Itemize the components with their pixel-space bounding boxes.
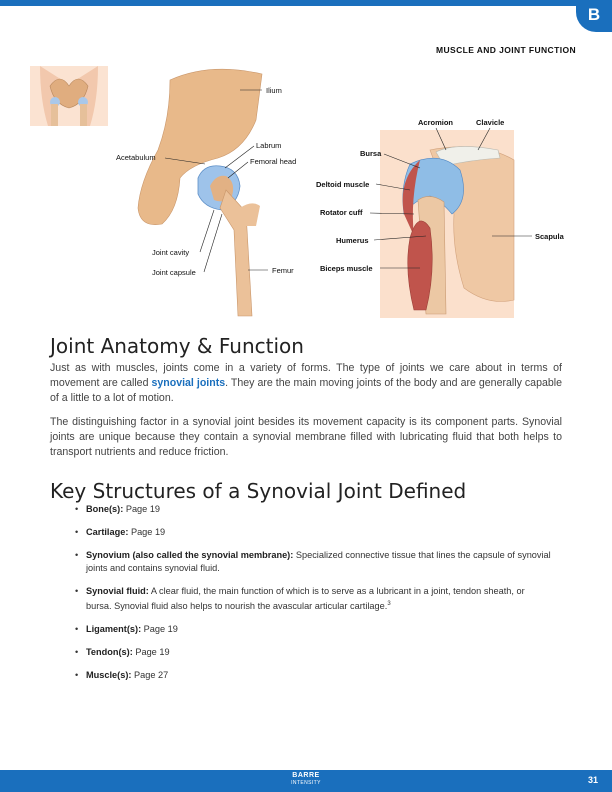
footnote-ref: 3 <box>387 601 391 607</box>
synovial-joints-link[interactable]: synovial joints <box>151 377 226 389</box>
list-item <box>72 669 552 682</box>
term-tendons: Tendon(s): <box>86 647 133 658</box>
list-item <box>72 503 552 516</box>
desc-synovial-fluid: A clear fluid, the main function of which is to serve as a lubricant in a joint, tendon sheath, or bursa. Synovial fluid also helps to nourish the avascular articular cartilage. <box>86 586 525 612</box>
list-item <box>72 526 552 539</box>
list-item <box>72 585 552 613</box>
barre-intensity-logo <box>280 772 332 787</box>
brand-corner-logo: B <box>576 0 612 32</box>
desc-bones: Page 19 <box>123 504 161 514</box>
label-acetabulum: Acetabulum <box>116 153 156 162</box>
page-number: 31 <box>587 775 598 785</box>
label-biceps: Biceps muscle <box>320 264 373 273</box>
term-ligaments: Ligament(s): <box>86 624 142 635</box>
section-header: MUSCLE AND JOINT FUNCTION <box>435 45 576 55</box>
paragraph-text: . They are the main moving joints of the body and are generally capable of a little to a lot of motion. <box>50 377 562 404</box>
term-bones: Bone(s): <box>86 504 124 514</box>
list-item <box>72 646 552 659</box>
label-clavicle: Clavicle <box>476 118 505 127</box>
label-femoral-head: Femoral head <box>250 157 297 166</box>
label-deltoid: Deltoid muscle <box>316 180 370 189</box>
label-humerus: Humerus <box>336 236 369 245</box>
paragraph-distinguishing-factor: The distinguishing factor in a synovial joint besides its movement capacity is its component parts. Synovial joints are unique because they contain a synovial membrane filled with lubricating fluid that both helps to transport nutrients and reduce friction. <box>50 416 562 458</box>
label-joint-cavity: Joint cavity <box>152 248 190 257</box>
anatomy-figure <box>0 0 612 330</box>
pelvis-thumbnail <box>30 66 108 126</box>
section-title-key-structures: Key Structures of a Synovial Joint Defined <box>50 479 467 503</box>
label-labrum: Labrum <box>256 141 282 150</box>
paragraph-text: Just as with muscles, joints come in a variety of forms. The type of joints we care about in terms of movement are called <box>50 362 562 389</box>
label-scapula: Scapula <box>535 232 564 241</box>
label-bursa: Bursa <box>360 149 382 158</box>
footer-bar <box>0 770 612 792</box>
desc-ligaments: Page 19 <box>141 624 178 635</box>
logo-line-1: BARRE <box>292 772 320 779</box>
logo-line-2: INTENSITY <box>291 780 321 786</box>
term-synovium: Synovium (also called the synovial membrane): <box>86 550 294 560</box>
label-joint-capsule: Joint capsule <box>152 268 196 277</box>
hip-joint-illustration <box>138 69 262 316</box>
list-item <box>72 623 552 636</box>
shoulder-joint-illustration <box>380 130 514 318</box>
label-rotator-cuff: Rotator cuff <box>320 208 363 217</box>
term-synovial-fluid: Synovial fluid: <box>86 586 149 596</box>
term-cartilage: Cartilage: <box>86 527 129 537</box>
paragraph-synovial-intro <box>50 361 562 406</box>
list-item <box>72 549 552 575</box>
desc-synovium: Specialized connective tissue that lines the capsule of synovial joints and contains synovial fluid. <box>86 550 551 573</box>
desc-muscles: Page 27 <box>131 670 169 681</box>
label-acromion: Acromion <box>418 118 454 127</box>
desc-tendons: Page 19 <box>132 647 170 658</box>
label-ilium: Ilium <box>266 86 282 95</box>
label-femur: Femur <box>272 266 294 275</box>
key-structures-list <box>72 503 552 692</box>
desc-cartilage: Page 19 <box>128 527 166 537</box>
term-muscles: Muscle(s): <box>86 670 132 681</box>
section-title-joint-anatomy: Joint Anatomy & Function <box>50 334 304 358</box>
